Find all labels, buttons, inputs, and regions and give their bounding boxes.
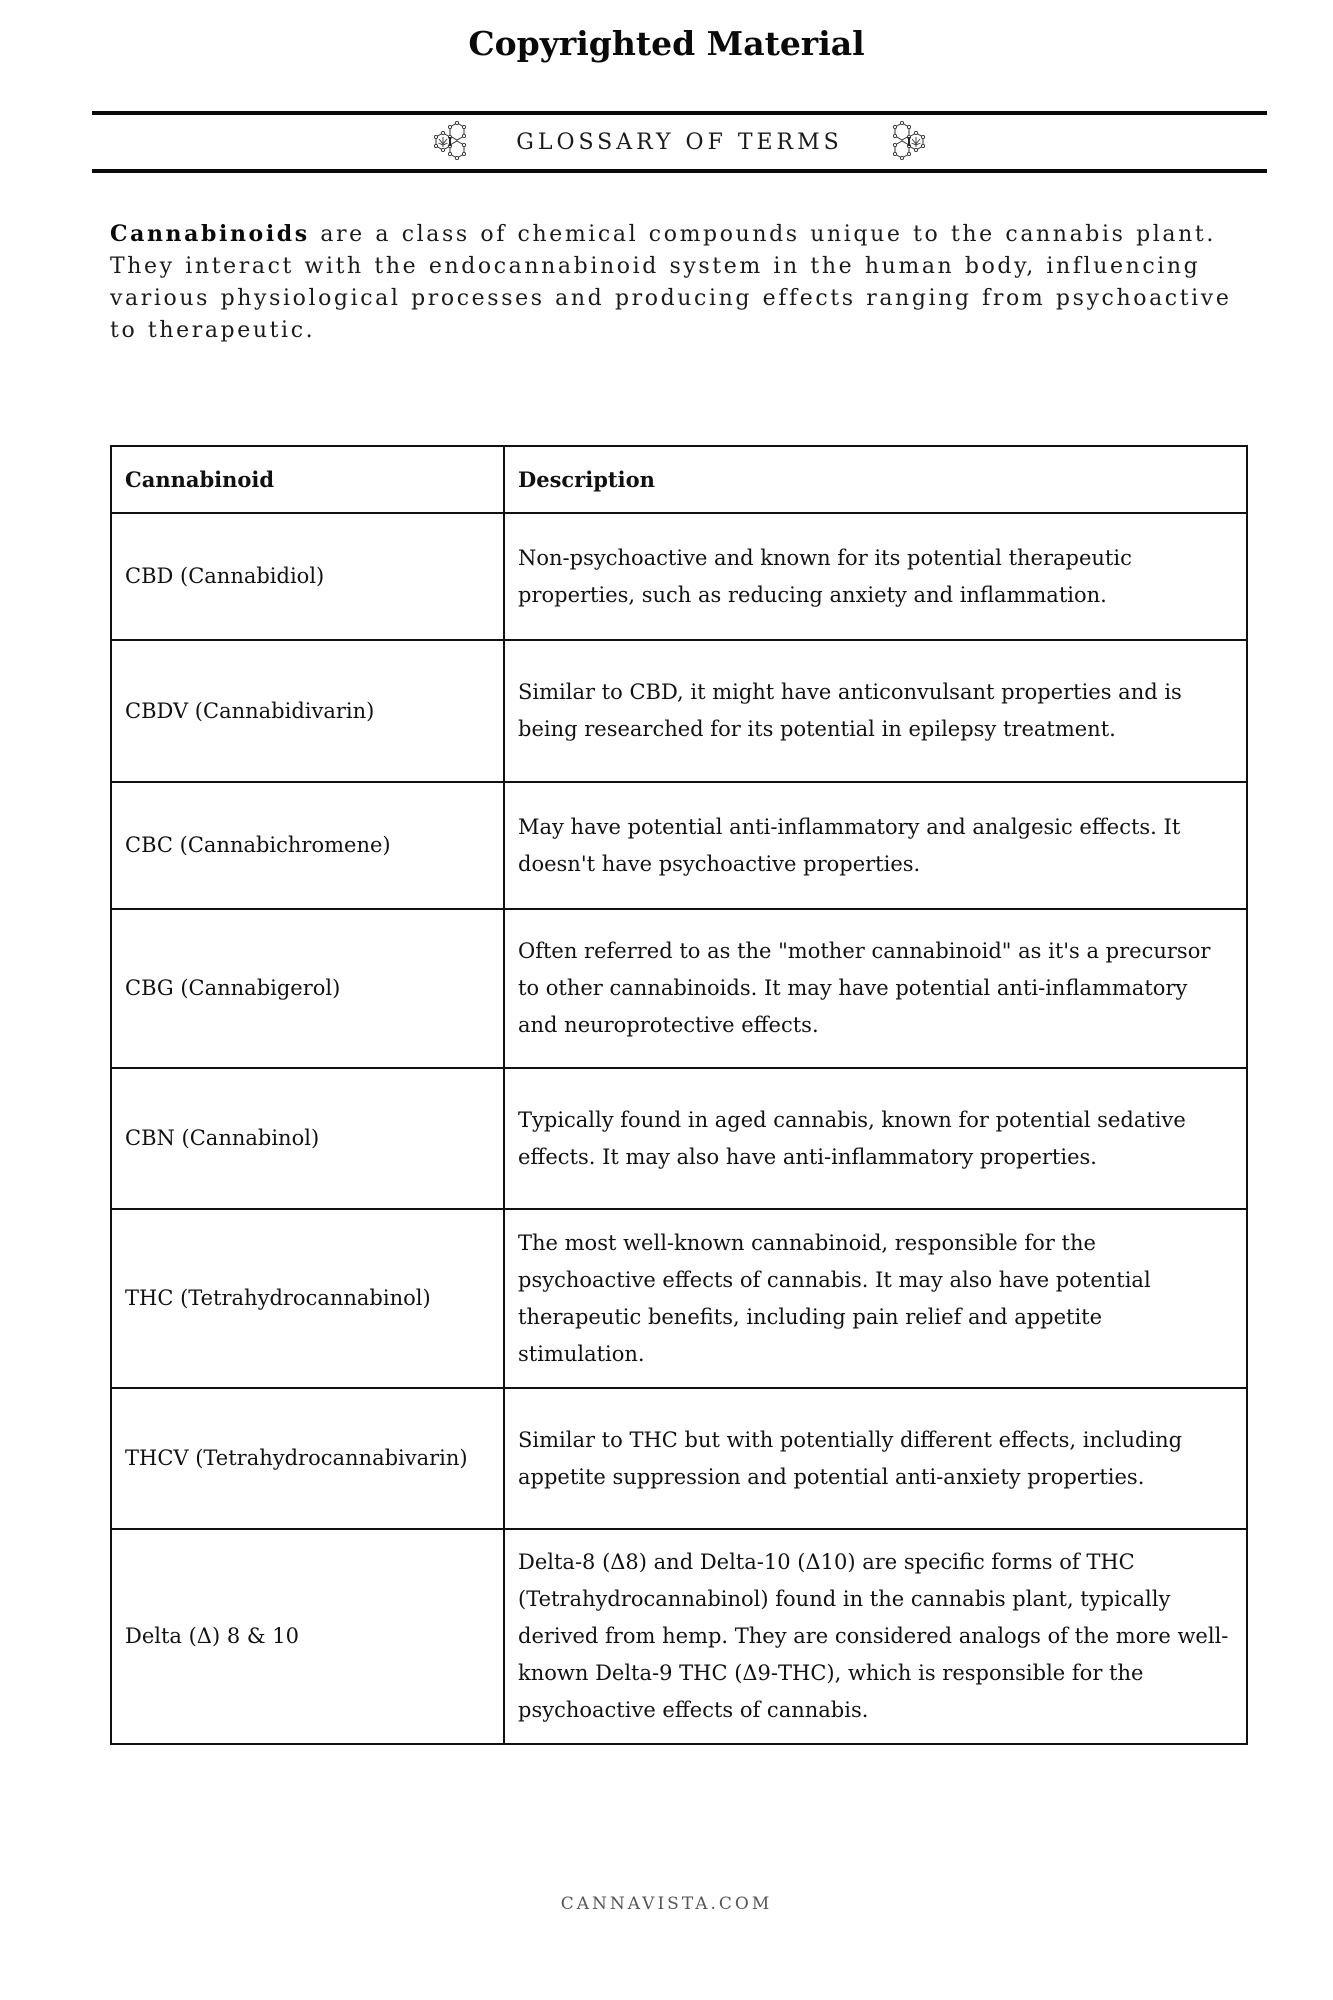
cannabinoid-description-cell: Similar to CBD, it might have anticonvulsant properties and is being researched for its potential in epilepsy treatment. (504, 640, 1247, 782)
cannabinoid-description-cell: Delta-8 (Δ8) and Delta-10 (Δ10) are specific forms of THC (Tetrahydrocannabinol) found in the cannabis plant, typically derived from hemp. They are considered analogs of the more well-known Delta-9 THC (Δ9-THC), which is responsible for the psychoactive effects of cannabis. (504, 1529, 1247, 1744)
intro-term: Cannabinoids (110, 221, 310, 247)
cannabinoid-description-cell: May have potential anti-inflammatory and analgesic effects. It doesn't have psychoactive properties. (504, 782, 1247, 909)
cannabinoid-description-cell: The most well-known cannabinoid, responsible for the psychoactive effects of cannabis. It may also have potential therapeutic benefits, including pain relief and appetite stimulation. (504, 1209, 1247, 1388)
table-row (111, 1068, 1247, 1209)
page-title: Copyrighted Material (468, 24, 865, 63)
cannabinoid-description-cell: Often referred to as the "mother cannabinoid" as it's a precursor to other cannabinoids. It may have potential anti-inflammatory and neuroprotective effects. (504, 909, 1247, 1068)
molecule-cannabis-icon (430, 119, 476, 165)
footer-site-name: CANNAVISTA.COM (560, 1894, 773, 1914)
table-row (111, 640, 1247, 782)
cannabinoid-description-cell: Typically found in aged cannabis, known for potential sedative effects. It may also have anti-inflammatory properties. (504, 1068, 1247, 1209)
table-row (111, 1209, 1247, 1388)
intro-paragraph (110, 218, 1250, 347)
cannabinoid-name-cell: CBN (Cannabinol) (111, 1068, 504, 1209)
cannabinoid-glossary-table (110, 445, 1248, 1745)
cannabinoid-description-cell: Similar to THC but with potentially different effects, including appetite suppression and potential anti-anxiety properties. (504, 1388, 1247, 1529)
section-banner (92, 115, 1267, 169)
molecule-cannabis-icon (883, 119, 929, 165)
intro-text: are a class of chemical compounds unique to the cannabis plant. They interact with the endocannabinoid system in the human body, influencing various physiological processes and producing effects ranging from psychoactive to therapeutic. (110, 222, 1232, 343)
table-row (111, 513, 1247, 640)
cannabinoid-name-cell: CBC (Cannabichromene) (111, 782, 504, 909)
cannabinoid-name-cell: THC (Tetrahydrocannabinol) (111, 1209, 504, 1388)
cannabinoid-name-cell: CBDV (Cannabidivarin) (111, 640, 504, 782)
cannabinoid-name-cell: THCV (Tetrahydrocannabivarin) (111, 1388, 504, 1529)
column-header-cannabinoid: Cannabinoid (111, 446, 504, 513)
table-row (111, 782, 1247, 909)
cannabinoid-name-cell: CBD (Cannabidiol) (111, 513, 504, 640)
glossary-heading: GLOSSARY OF TERMS (516, 129, 843, 155)
cannabinoid-name-cell: Delta (Δ) 8 & 10 (111, 1529, 504, 1744)
table-header-row (111, 446, 1247, 513)
table-row (111, 909, 1247, 1068)
bottom-rule-divider (92, 169, 1267, 173)
cannabinoid-name-cell: CBG (Cannabigerol) (111, 909, 504, 1068)
table-row (111, 1388, 1247, 1529)
column-header-description: Description (504, 446, 1247, 513)
table-row (111, 1529, 1247, 1744)
cannabinoid-description-cell: Non-psychoactive and known for its potential therapeutic properties, such as reducing anxiety and inflammation. (504, 513, 1247, 640)
